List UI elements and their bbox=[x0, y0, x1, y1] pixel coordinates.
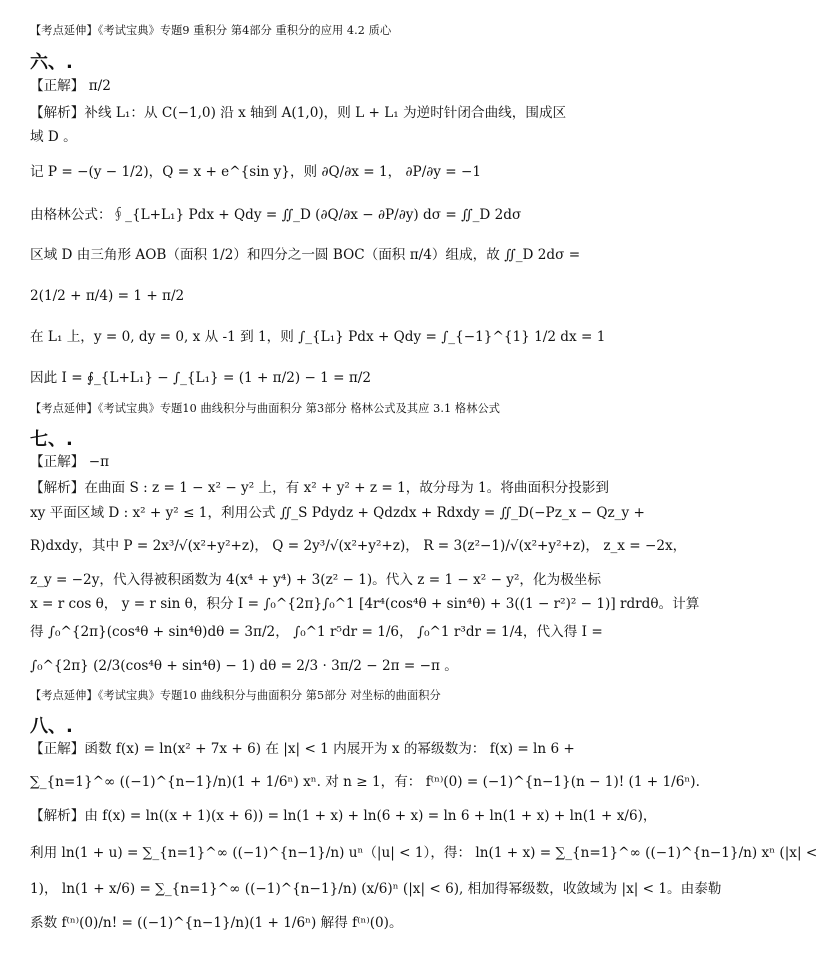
section-8-heading: 八、. bbox=[30, 716, 73, 737]
section-6-line: 由格林公式：∮_{L+L₁} Pdx + Qdy = ∬_D (∂Q/∂x − ∂P/∂y) dσ = ∬_D 2dσ bbox=[30, 207, 522, 223]
section-7-line: ∫₀^{2π} (2/3(cos⁴θ + sin⁴θ) − 1) dθ = 2/3 · 3π/2 − 2π = −π 。 bbox=[30, 658, 458, 674]
section-6-heading: 六、. bbox=[30, 52, 73, 73]
section-7-line: R)dxdy，其中 P = 2x³/√(x²+y²+z)， Q = 2y³/√(x²+y²+z)， R = 3(z²−1)/√(x²+y²+z)， z_x = −2x， bbox=[30, 538, 687, 554]
section-8-line: ∑_{n=1}^∞ ((−1)^{n−1}/n)(1 + 1/6ⁿ) xⁿ. 对 n ≥ 1，有： f⁽ⁿ⁾(0) = (−1)^{n−1}(n − 1)! (1 + 1/6ⁿ). bbox=[30, 774, 700, 790]
extension-note: 【考点延伸】《考试宝典》专题10 曲线积分与曲面积分 第5部分 对坐标的曲面积分 bbox=[30, 689, 441, 702]
section-8-line: 【正解】函数 f(x) = ln(x² + 7x + 6) 在 |x| < 1 内展开为 x 的幂级数为： f(x) = ln 6 + bbox=[30, 741, 575, 757]
section-6-line: 2(1/2 + π/4) = 1 + π/2 bbox=[30, 288, 185, 304]
section-6-line: 【解析】补线 L₁：从 C(−1,0) 沿 x 轴到 A(1,0)，则 L + L₁ 为逆时针闭合曲线，围成区 bbox=[30, 105, 567, 121]
section-6-line: 区域 D 由三角形 AOB（面积 1/2）和四分之一圆 BOC（面积 π/4）组成，故 ∬_D 2dσ = bbox=[30, 247, 581, 263]
section-7-line: x = r cos θ， y = r sin θ，积分 I = ∫₀^{2π}∫₀^1 [4r⁴(cos⁴θ + sin⁴θ) + 3((1 − r²)² − 1)] rdrdθ。计算 bbox=[30, 596, 700, 612]
section-6-line: 在 L₁ 上，y = 0, dy = 0, x 从 -1 到 1，则 ∫_{L₁} Pdx + Qdy = ∫_{−1}^{1} 1/2 dx = 1 bbox=[30, 329, 606, 345]
section-6-line: 域 D 。 bbox=[30, 129, 77, 145]
extension-note: 【考点延伸】《考试宝典》专题10 曲线积分与曲面积分 第3部分 格林公式及其应 3.1 格林公式 bbox=[30, 402, 501, 415]
section-7-line: 【解析】在曲面 S : z = 1 − x² − y² 上，有 x² + y² + z = 1，故分母为 1。将曲面积分投影到 bbox=[30, 480, 610, 496]
section-8-line: 【解析】由 f(x) = ln((x + 1)(x + 6)) = ln(1 + x) + ln(6 + x) = ln 6 + ln(1 + x) + ln(1 + x/6)， bbox=[30, 808, 657, 824]
section-8-line: 利用 ln(1 + u) = ∑_{n=1}^∞ ((−1)^{n−1}/n) uⁿ（|u| < 1），得： ln(1 + x) = ∑_{n=1}^∞ ((−1)^{n−1}/n) xⁿ (|x| < bbox=[30, 845, 817, 861]
section-6-line: 因此 I = ∮_{L+L₁} − ∫_{L₁} = (1 + π/2) − 1 = π/2 bbox=[30, 370, 372, 386]
section-8-line: 系数 f⁽ⁿ⁾(0)/n! = ((−1)^{n−1}/n)(1 + 1/6ⁿ) 解得 f⁽ⁿ⁾(0)。 bbox=[30, 915, 403, 931]
section-7-heading: 七、. bbox=[30, 429, 73, 450]
extension-note-top: 【考点延伸】《考试宝典》专题9 重积分 第4部分 重积分的应用 4.2 质心 bbox=[30, 24, 392, 37]
section-7-line: z_y = −2y，代入得被积函数为 4(x⁴ + y⁴) + 3(z² − 1)。代入 z = 1 − x² − y²，化为极坐标 bbox=[30, 572, 601, 588]
section-7-answer: 【正解】 −π bbox=[30, 454, 110, 470]
section-8-line: 1)， ln(1 + x/6) = ∑_{n=1}^∞ ((−1)^{n−1}/n) (x/6)ⁿ (|x| < 6), 相加得幂级数，收敛域为 |x| < 1。由泰勒 bbox=[30, 881, 722, 897]
section-7-line: xy 平面区域 D : x² + y² ≤ 1，利用公式 ∬_S Pdydz + Qdzdx + Rdxdy = ∬_D(−Pz_x − Qz_y + bbox=[30, 505, 645, 521]
section-6-line: 记 P = −(y − 1/2)，Q = x + e^{sin y}，则 ∂Q/∂x = 1， ∂P/∂y = −1 bbox=[30, 164, 482, 180]
section-6-answer: 【正解】 π/2 bbox=[30, 78, 111, 94]
section-7-line: 得 ∫₀^{2π}(cos⁴θ + sin⁴θ)dθ = 3π/2， ∫₀^1 r⁵dr = 1/6， ∫₀^1 r³dr = 1/4，代入得 I = bbox=[30, 624, 603, 640]
